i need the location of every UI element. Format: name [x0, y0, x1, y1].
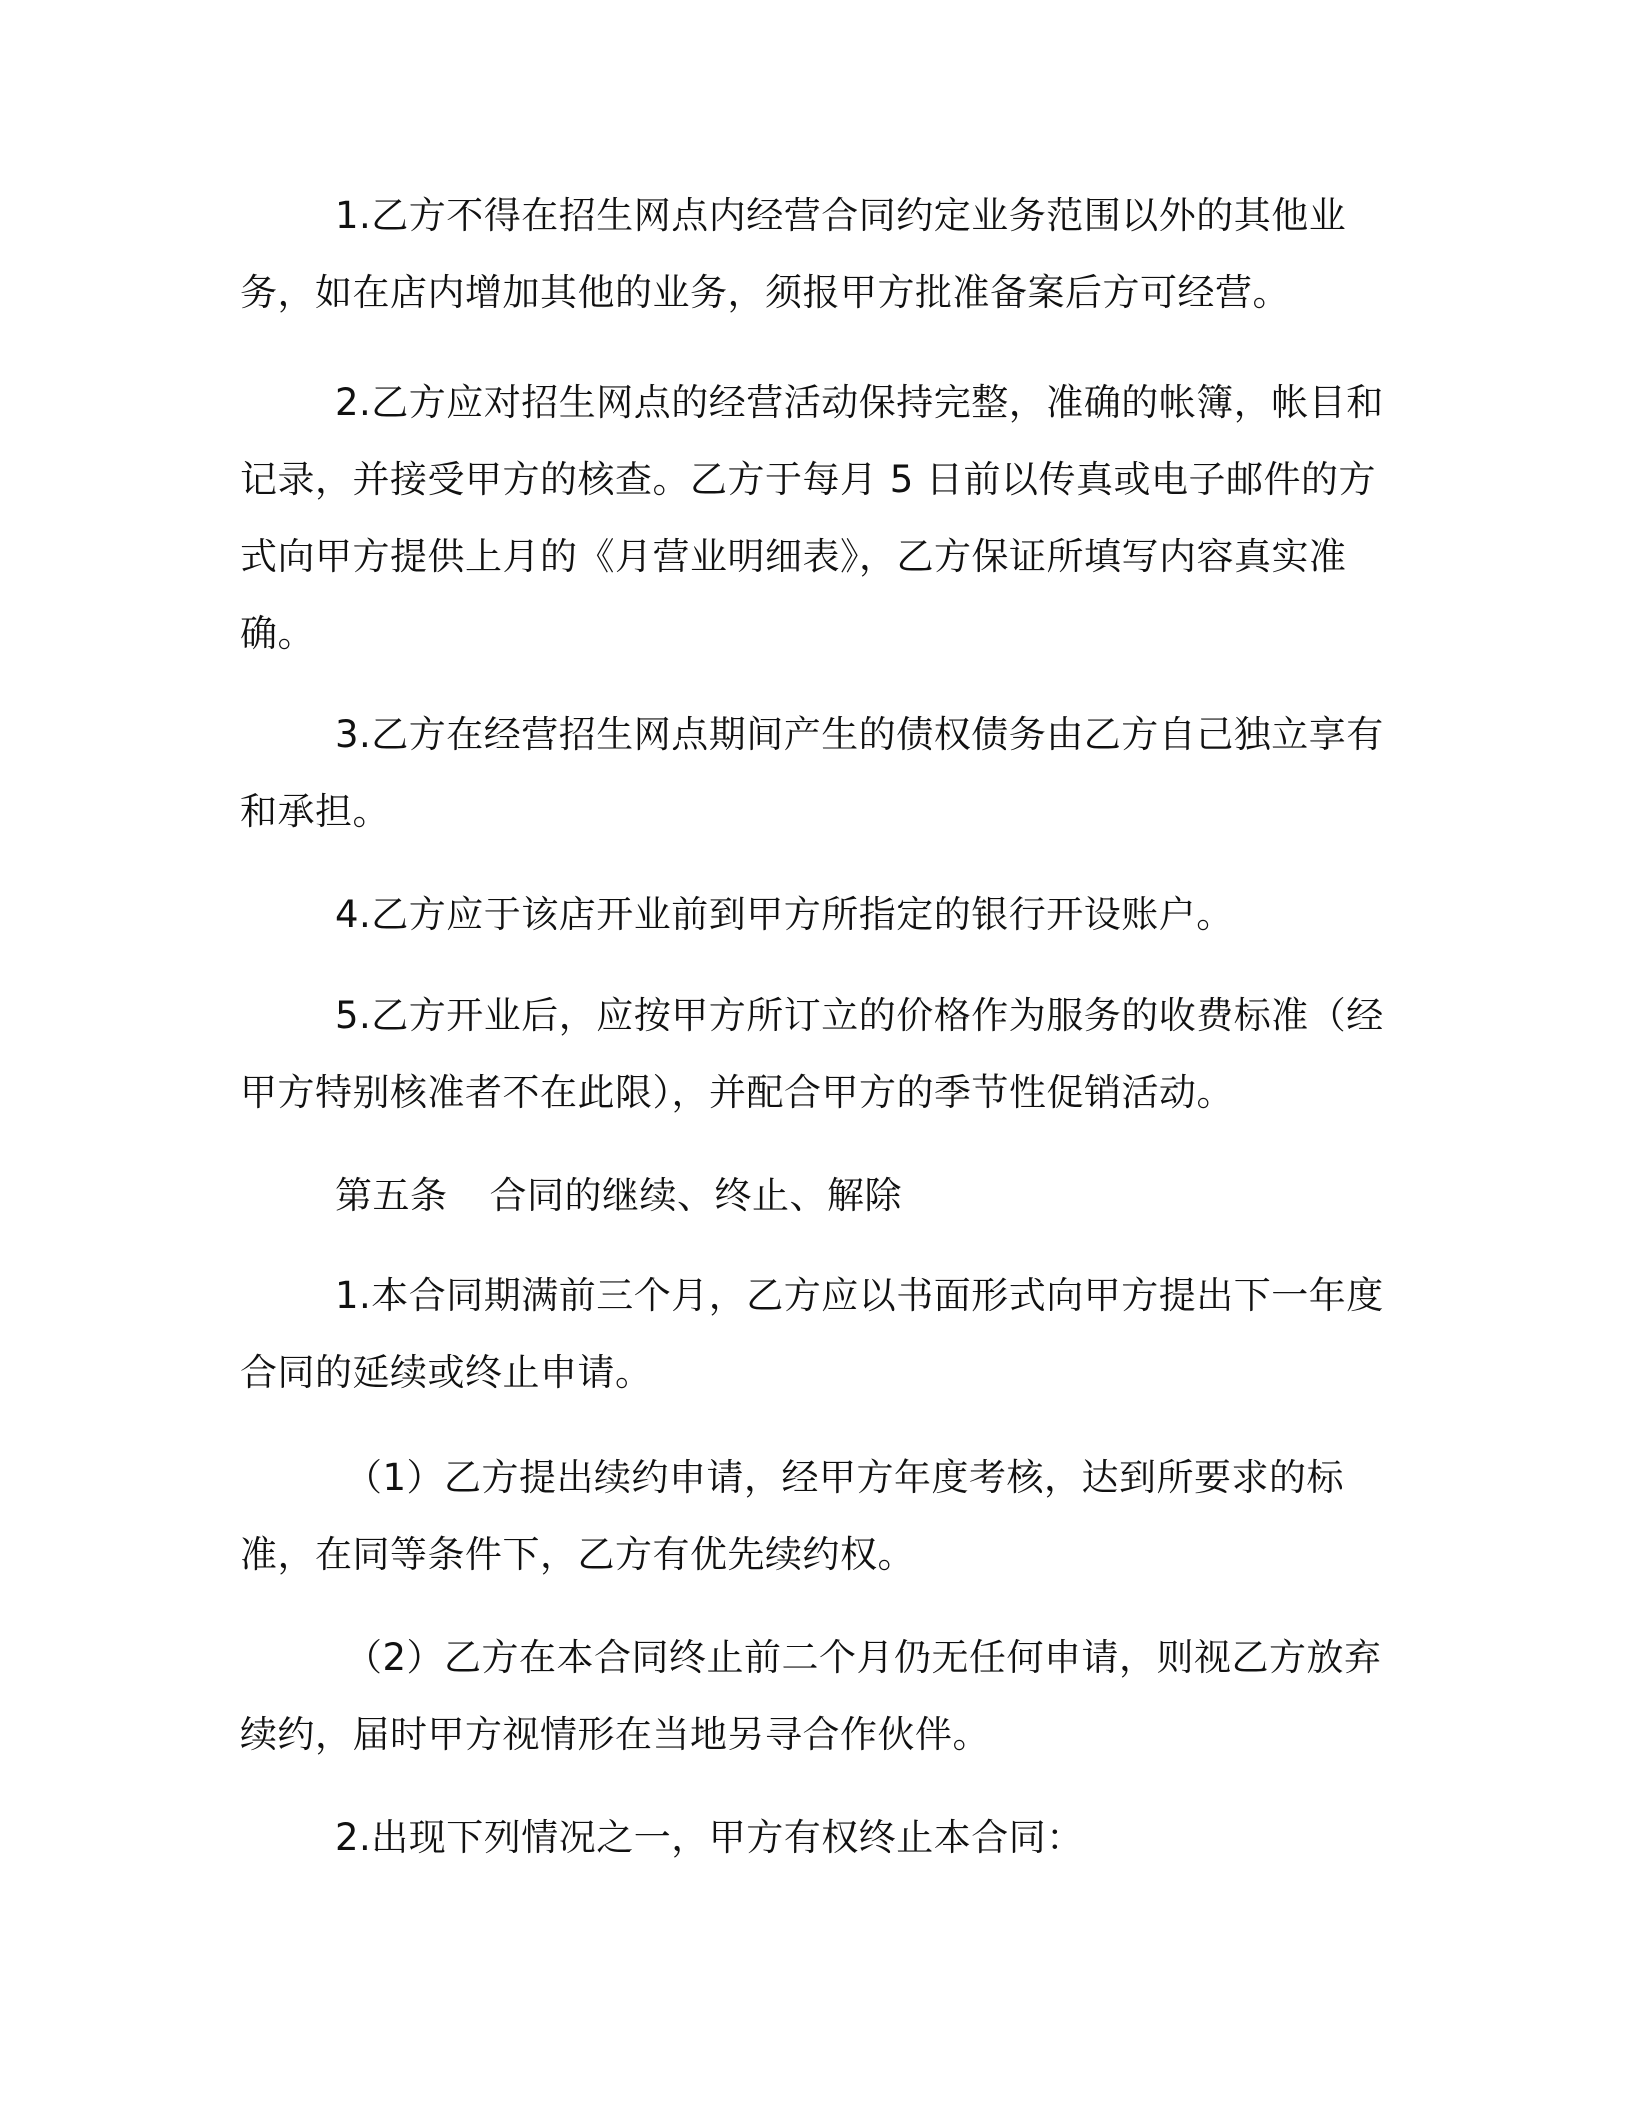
- section-paragraph-2: （1）乙方提出续约申请，经甲方年度考核，达到所要求的标准，在同等条件下，乙方有优先续约权。: [240, 1456, 1345, 1576]
- section-heading: [335, 1157, 902, 1234]
- paragraph-3: 3.乙方在经营招生网点期间产生的债权债务由乙方自己独立享有和承担。: [240, 713, 1384, 833]
- section-paragraph-3: （2）乙方在本合同终止前二个月仍无任何申请，则视乙方放弃续约，届时甲方视情形在当地另寻合作伙伴。: [240, 1636, 1382, 1756]
- section-paragraph-4: 2.出现下列情况之一，甲方有权终止本合同：: [335, 1816, 1084, 1859]
- section-paragraph-1: 1.本合同期满前三个月，乙方应以书面形式向甲方提出下一年度合同的延续或终止申请。: [240, 1274, 1384, 1394]
- paragraph-2: 2.乙方应对招生网点的经营活动保持完整，准确的帐簿，帐目和记录，并接受甲方的核查。乙方于每月 5 日前以传真或电子邮件的方式向甲方提供上月的《月营业明细表》，乙方保证所填写内容真实准确。: [240, 381, 1384, 655]
- section-number: 第五条: [335, 1174, 448, 1217]
- paragraph-1: 1.乙方不得在招生网点内经营合同约定业务范围以外的其他业务，如在店内增加其他的业务，须报甲方批准备案后方可经营。: [240, 194, 1347, 314]
- section-title: 合同的继续、终止、解除: [489, 1174, 902, 1217]
- paragraph-4: 4.乙方应于该店开业前到甲方所指定的银行开设账户。: [335, 893, 1234, 936]
- paragraph-5: 5.乙方开业后，应按甲方所订立的价格作为服务的收费标准（经甲方特别核准者不在此限），并配合甲方的季节性促销活动。: [240, 994, 1384, 1114]
